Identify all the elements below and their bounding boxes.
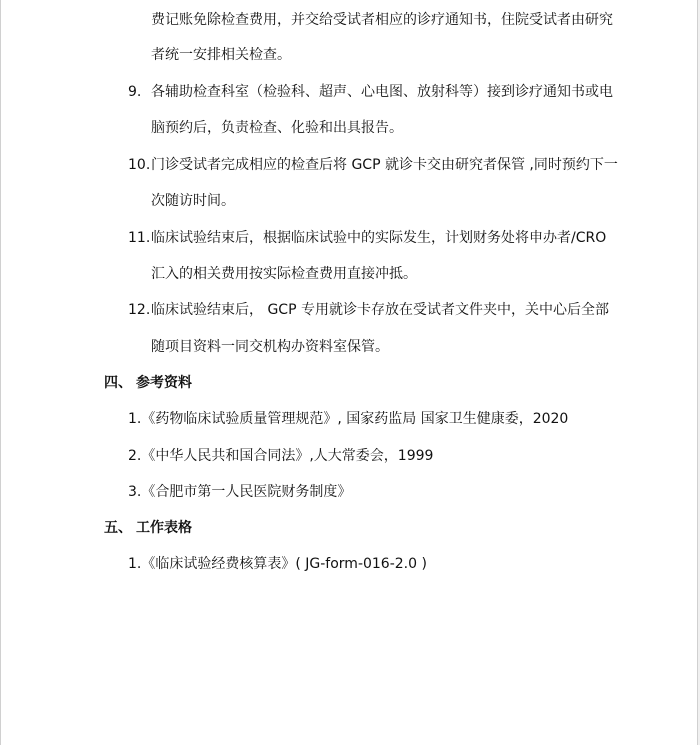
form-item: 1.《临床试验经费核算表》( JG-form-016-2.0 ) xyxy=(128,556,427,572)
paragraph-line: 费记账免除检查费用，并交给受试者相应的诊疗通知书，住院受试者由研究 xyxy=(151,12,613,28)
reference-item: 3.《合肥市第一人民医院财务制度》 xyxy=(128,484,352,500)
list-item-line: 随项目资料一同交机构办资料室保管。 xyxy=(151,339,389,355)
list-number: 10. xyxy=(128,157,151,173)
paragraph-line: 者统一安排相关检查。 xyxy=(151,47,291,63)
list-item-line: 临床试验结束后，根据临床试验中的实际发生，计划财务处将申办者/CRO xyxy=(151,230,607,246)
list-item-line: 门诊受试者完成相应的检查后将 GCP 就诊卡交由研究者保管 ,同时预约下一 xyxy=(151,157,618,173)
list-item-line: 各辅助检查科室（检验科、超声、心电图、放射科等）接到诊疗通知书或电 xyxy=(151,84,613,100)
list-number: 11. xyxy=(128,230,151,246)
list-item-line: 次随访时间。 xyxy=(151,193,235,209)
section-number: 五、 xyxy=(104,520,132,536)
section-heading-references xyxy=(104,373,192,393)
list-item-line: 汇入的相关费用按实际检查费用直接冲抵。 xyxy=(151,266,417,282)
list-number: 9. xyxy=(128,84,142,100)
section-title: 参考资料 xyxy=(136,375,192,391)
list-item-line: 临床试验结束后， GCP 专用就诊卡存放在受试者文件夹中，关中心后全部 xyxy=(151,302,609,318)
reference-item: 2.《中华人民共和国合同法》,人大常委会，1999 xyxy=(128,448,434,464)
list-item-line: 脑预约后，负责检查、化验和出具报告。 xyxy=(151,120,403,136)
list-number: 12. xyxy=(128,302,151,318)
section-title: 工作表格 xyxy=(136,520,192,536)
section-number: 四、 xyxy=(104,375,132,391)
reference-item: 1.《药物临床试验质量管理规范》, 国家药监局 国家卫生健康委，2020 xyxy=(128,411,569,427)
section-heading-forms xyxy=(104,518,192,538)
